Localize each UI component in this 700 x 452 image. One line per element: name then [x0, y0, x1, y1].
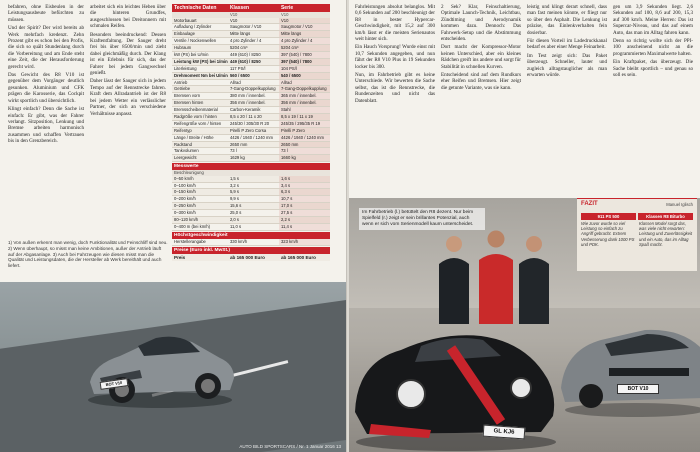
table-cell: Allrad	[229, 79, 241, 85]
table-row	[172, 196, 330, 203]
table-cell: Allrad	[279, 80, 330, 86]
spec-table	[172, 4, 330, 261]
right-page	[349, 0, 700, 452]
table-cell: Carbon-Keramik	[229, 107, 261, 113]
table-cell: 0–400 m (bei km/h)	[174, 223, 211, 229]
vmax-row: Herstellerangabe 330 km/h 323 km/h	[172, 239, 330, 246]
table-cell: 11,0 s	[229, 223, 242, 229]
spec-title: Technische Daten	[174, 5, 217, 11]
paragraph: Das Gewicht des R8 V10 ist gegenüber dem Vorgänger deutlich gesunken. Aluminium und CFK prägen die Karosserie, das Cockpit wirkt sportlich und übersichtlich.	[8, 72, 84, 104]
table-cell: 73 l	[229, 148, 237, 154]
table-cell: 0–100 km/h	[174, 182, 196, 188]
paragraph: Entscheidend sind auf dem Rundkurs eher Reifen und Bremsen. Hier zeigt die getunte Variante, was sie kann.	[441, 72, 521, 91]
license-plate-audi: BOT V10	[617, 384, 659, 394]
measurement-rows	[172, 176, 330, 231]
paragraph: Im Test zeigt sich: Das Paket überzeugt. Schneller, lauter und zugleich alltagstauglicher als man erwarten würde.	[527, 52, 607, 79]
paragraph: arbeitet sich ein leichtes Heben über die hinteren Grundfes, ausgeschlossen bei Dreitonnern mit schmalen Reifen.	[90, 4, 166, 30]
spec-sub-b: V10	[280, 12, 289, 17]
table-cell: Pirelli P Zero	[279, 128, 330, 134]
paragraph: Klingt einfach? Denn die Sache ist einfach: Er gibt, was der Fahrer verlangt. Sitzposition, Lenkung und Bremse arbeiten harmonisch zusammen und schaffen Vertrauen bis in den Grenzbereich.	[8, 106, 84, 145]
table-cell: Getriebe	[174, 86, 191, 92]
table-row	[172, 155, 330, 162]
fazit-text-a: Wie zuvor wurde so viel Leistung so einfach zu Angriff gebracht. Extrem Verbesserung dank 1000 PS und PDK.	[581, 221, 635, 247]
table-cell: 5204 cm³	[229, 45, 248, 51]
table-cell: 0–250 km/h	[174, 203, 196, 209]
left-page	[0, 0, 347, 452]
table-cell: 2650 mm	[279, 142, 330, 148]
table-row	[172, 100, 330, 107]
table-cell: V10	[279, 18, 330, 24]
table-cell: 4 pro Zylinder / 4	[279, 38, 330, 44]
table-row	[172, 224, 330, 231]
spec-table-header	[172, 4, 330, 12]
right-text-col-4	[613, 4, 693, 194]
table-cell: kW (PS) bei U/min	[174, 51, 209, 57]
table-cell: 11,4 s	[279, 224, 330, 230]
table-cell: 1660 kg	[279, 155, 330, 161]
paragraph: 2 Sek? Klar, Feinschaltierung, Optimale Launch-Technik, Leichtbau, Zündtiming und Aerodynamik kommen dazu. Dennoch: Das Fahrwerk-Setup und die Abstimmung entscheiden.	[441, 4, 521, 43]
fazit-author: Manuel Iglisch	[666, 202, 693, 207]
photo-footnote: 1) Von außen erkennt man wenig, doch Funktionalität und Feinschliff sind neu. 2) Wenn überhaupt, so misst man keine Ambitionen, außer der Antrieb läuft auf der Abgasanlage. 3) Auch bei Fahrzeugen wie diesen misst man die Qualität und Leistungsdaten, die der Hersteller ab Werk bereithält und auch liefert.	[8, 240, 168, 269]
table-cell: Motorbauart	[174, 17, 197, 23]
table-cell: Leergewicht	[174, 155, 197, 161]
table-row	[172, 38, 330, 45]
table-cell: 3,2 s	[229, 182, 240, 188]
audi-r8-car-image	[80, 312, 240, 412]
table-row	[172, 114, 330, 121]
table-cell: 356 mm / innenbel.	[229, 100, 266, 106]
table-row	[172, 59, 330, 66]
paragraph: leistig und klingt derart schnell, dass man fast meinen könnte, er fliegt nur so über den Asphalt. Die Lenkung ist präzise, das Einlenkverhalten fein dosierbar.	[527, 4, 607, 36]
table-row	[172, 93, 330, 100]
table-cell: 540 / 6500	[279, 73, 330, 79]
table-cell: 2650 mm	[229, 141, 248, 147]
table-cell: Radstand	[174, 141, 192, 147]
table-cell: Einbaulage	[174, 31, 195, 37]
page-folio: AUTO BILD SPORTSCARS / Nr. 1 Januar 2016 13	[239, 444, 341, 449]
table-cell: Antrieb	[174, 79, 188, 85]
table-cell: 4426 / 1940 / 1240 mm	[229, 134, 274, 140]
table-cell: 25,0 s	[229, 210, 242, 216]
fazit-text-b: Klassen Model sorgt das, was viele nicht erwarten: Leistung und Zuverlässigkeit und ein Auto, das im Alltag Spaß macht.	[639, 221, 693, 247]
table-row	[172, 86, 330, 93]
table-cell: Länge / Breite / Höhe	[174, 134, 214, 140]
table-cell: 5,9 s	[229, 189, 240, 195]
table-cell: 5204 cm³	[279, 45, 330, 51]
table-row	[172, 52, 330, 59]
table-cell: 0–200 km/h	[174, 196, 196, 202]
table-cell: 8,5 x 19 / 11 x 19	[279, 114, 330, 120]
fazit-headers	[580, 213, 694, 220]
paragraph: Besonders beeindruckend: Dessen Kraftentfaltung. Der Sauger dreht frei bis über 8500/min und zieht dabei gleichmäßig durch. Der Klang ist ein Erlebnis für sich, das der Fahrer bei jedem Gangwechsel genießt.	[90, 31, 166, 77]
spec-sub-a: V10	[229, 12, 238, 17]
spec-col-b: Serie	[280, 5, 294, 11]
table-row	[172, 45, 330, 52]
fazit-head-a: 911 PS 500	[581, 213, 636, 220]
table-row	[172, 203, 330, 210]
table-cell: Reifentyp	[174, 127, 192, 133]
table-row	[172, 24, 330, 31]
paragraph: Denn so richtig wollte sich der PPI-100 anscheinend nicht an die programmierten Maximalwerte halten.	[613, 38, 693, 57]
paragraph: Und der Spirit? Der wird bereits ab Werk mehrfach kredenzt. Zehn Prozent gibt es schon bei den Profis, die sich so quält Stundenlang durch die Vorbereitung und am Ende steht eine Zeit, die der Herausforderung gerecht wird.	[8, 25, 84, 70]
right-text-col-1	[355, 4, 435, 194]
table-cell: Saugmotor / V10	[229, 24, 262, 30]
fazit-head-b: Klassen R8 Biturbo	[638, 213, 693, 220]
paragraph: Nun, im Fahrbetrieb gibt es keine Unterschiede. Wir bewerten die Sache selbst, das ist die Rennstrecke, die Rundenzeiten und nicht das Datenblatt.	[355, 72, 435, 104]
track-photo	[0, 282, 347, 452]
right-text-col-2	[441, 4, 521, 194]
measurements-subtitle: Beschleunigung	[172, 170, 330, 176]
table-cell: 7-Gang-Doppelkupplung	[229, 86, 276, 92]
left-text-col-2	[90, 4, 166, 234]
table-row	[172, 121, 330, 128]
table-row	[172, 107, 330, 114]
fazit-title: FAZIT	[581, 201, 598, 207]
table-row	[172, 80, 330, 87]
table-cell: 0–150 km/h	[174, 189, 196, 195]
table-row	[172, 135, 330, 142]
table-row	[172, 31, 330, 38]
table-cell: 560 / 6500	[229, 72, 250, 78]
license-plate-left-page: BOT V10	[100, 378, 129, 390]
table-cell: 0–50 km/h	[174, 175, 194, 181]
table-cell: 17,0 s	[279, 203, 330, 209]
paragraph: Dort macht der Kompressor-Motor keinen Unterschied, aber ein kleines Rädchen greift ins andere und sorgt für Stabilität in schnellen Kurven.	[441, 44, 521, 70]
table-cell: 1629 kg	[229, 155, 245, 161]
table-cell: Literleistung	[174, 65, 197, 71]
right-text-col-3	[527, 4, 607, 194]
table-row	[172, 73, 330, 80]
spec-rows	[172, 18, 330, 163]
paragraph: Ein Hauch Vorsprung! Wurde einst mit 10,7 Sekunden angegeben, und nun fährt der R8 V10 Plus in 19 Sekunden locker bis 300.	[355, 44, 435, 70]
table-cell: Pirelli P Zero Corsa	[229, 127, 267, 133]
table-cell: Aufladung / Zylinder	[174, 24, 212, 30]
price-title: Preise (Euro inkl. MwSt.)	[172, 247, 330, 254]
paragraph: Daher lässt der Sauger sich in jedem Tempo auf der Rennstrecke fahren. Kraft dem Allradantrieb ist der R8 bei jedem Wetter ein verlässlicher Partner, der sich an verschiedene Verhältnisse anpasst.	[90, 78, 166, 117]
table-cell: Stahl	[279, 107, 330, 113]
table-cell: 104 PS/l	[279, 66, 330, 72]
table-cell: Mitte längs	[279, 31, 330, 37]
paragraph: Ein Kraftpaket, das überzeugt. Die Sache bleibt sportlich – und genau so soll es sein.	[613, 59, 693, 79]
table-cell: 4426 / 1940 / 1240 mm	[279, 135, 330, 141]
table-cell: Ventile / Nockenwellen	[174, 38, 217, 44]
paragraph: gen um 3,9 Sekunden liegt. 2,6 Sekunden auf 100, 8,6 auf 200, 15,3 auf 300 km/h. Meine Herren: Das ist Supercar-Niveau, und das auf einem Auto, das man im Alltag fahren kann.	[613, 4, 693, 36]
photo-caption: Im Fahrbetrieb (l.) betüttelt den R8 dezent. Nur beim Spielfeld (r.) zeigt er sein brillantes Potenzial, auch wenn er sich vom Serienmodell kaum unterscheidet.	[359, 208, 485, 230]
table-cell: 2,2 s	[279, 217, 330, 223]
table-cell: 2,0 s	[229, 217, 240, 223]
measurements-title: Messwerte	[172, 163, 330, 170]
table-cell: Saugmotor / V10	[279, 24, 330, 30]
table-cell: 245/35 / 295/35 R 19	[279, 121, 330, 127]
table-cell: 4 pro Zylinder / 4	[229, 38, 262, 44]
table-cell: Bremsen hinten	[174, 100, 204, 106]
table-cell: 449 (610) / 8250	[229, 51, 261, 57]
table-cell: 8,5 x 20 / 11 x 20	[229, 113, 262, 119]
table-cell: 245/30 / 305/30 R 20	[229, 120, 270, 126]
license-plate-porsche: GL KJ6	[483, 425, 526, 440]
table-row	[172, 217, 330, 224]
table-row	[172, 18, 330, 25]
table-cell: V10	[229, 17, 238, 23]
table-cell: 1,5 s	[229, 175, 240, 181]
table-cell: Tankvolumen	[174, 148, 199, 154]
left-text-col-1	[8, 4, 84, 234]
table-row	[172, 183, 330, 190]
table-cell: 397 (540) / 7800	[279, 52, 330, 58]
table-cell: 397 (540) / 7800	[279, 59, 330, 65]
table-cell: Reifengröße vorn / hinten	[174, 120, 222, 126]
table-cell: 356 mm / innenbel.	[279, 100, 330, 106]
table-cell: Radgröße vorn / hinten	[174, 113, 217, 119]
vmax-title: Höchstgeschwindigkeit	[172, 232, 330, 239]
table-row	[172, 189, 330, 196]
table-cell: Bremsen vorn	[174, 93, 201, 99]
table-cell: 380 mm / innenbel.	[229, 93, 266, 99]
table-cell: 27,5 s	[279, 210, 330, 216]
price-row: Preis ab 165 000 Euro ab 165 000 Euro	[172, 254, 330, 261]
fazit-box	[577, 198, 697, 271]
table-cell: Bremsscheibenmaterial	[174, 107, 218, 113]
table-cell: Hubraum	[174, 45, 192, 51]
table-cell: 365 mm / innenbel.	[279, 93, 330, 99]
table-cell: Mitte längs	[229, 31, 251, 37]
table-cell: 10,7 s	[279, 196, 330, 202]
table-row	[172, 128, 330, 135]
paragraph: Fahrleistungen absolut belanglos. Mit 0,6 Sekunden auf 200 beschleunigt der R8 in bester Hypercar-Geschwindigkeit, mit 15,2 auf 300 km/h lässt er die meisten Serienautos weit hinter sich.	[355, 4, 435, 43]
table-cell: 3,4 s	[279, 183, 330, 189]
table-cell: Leistung kW (PS) bei 1/min	[174, 58, 228, 64]
table-cell: 6,3 s	[279, 189, 330, 195]
table-row	[172, 66, 330, 73]
paragraph: Für diesen Vorteil im Ladedruckkanal bedarf es aber einer Menge Feinarbeit.	[527, 38, 607, 51]
table-cell: 7-Gang-Doppelkupplung	[279, 86, 330, 92]
audi-r8-grey-car-image	[555, 288, 700, 418]
table-row	[172, 176, 330, 183]
table-cell: 9,9 s	[229, 196, 240, 202]
table-cell: 15,6 s	[229, 203, 242, 209]
porsche-911-car-image	[351, 292, 561, 452]
table-cell: 0–300 km/h	[174, 210, 196, 216]
table-cell: 117 PS/l	[229, 65, 246, 71]
table-cell: 1,6 s	[279, 176, 330, 182]
table-cell: 80–120 km/h	[174, 217, 199, 223]
table-cell: 73 l	[279, 148, 330, 154]
paragraph: befahren, ohne Eisbeulen in der Leistungsausbeute befürchten zu müssen.	[8, 4, 84, 23]
table-cell: Drehmoment Nm bei U/min	[174, 72, 228, 78]
table-row	[172, 142, 330, 149]
table-row	[172, 148, 330, 155]
table-cell: 449 (610) / 8250	[229, 58, 261, 64]
table-row	[172, 210, 330, 217]
spec-col-a: Klassen	[229, 5, 250, 11]
